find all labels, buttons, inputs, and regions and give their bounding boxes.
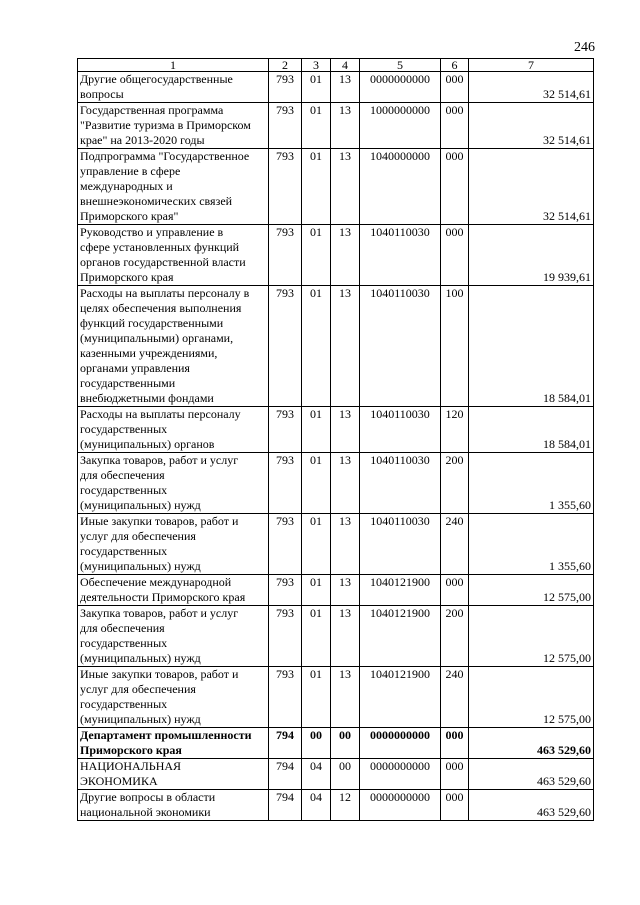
code-cell: 04 [302,790,331,821]
code-cell: 01 [302,149,331,225]
table-row [78,72,594,103]
code-cell: 793 [269,149,302,225]
code-cell: 01 [302,453,331,514]
code-cell: 794 [269,790,302,821]
code-cell: 000 [441,225,469,286]
row-name: Иные закупки товаров, работ и услуг для обеспечения государственных (муниципальных) нужд [78,667,269,728]
code-cell: 794 [269,759,302,790]
amount-cell: 18 584,01 [469,286,594,407]
code-cell: 000 [441,728,469,759]
code-cell: 0000000000 [360,790,441,821]
code-cell: 793 [269,225,302,286]
row-name: Департамент промышленности Приморского края [78,728,269,759]
column-header: 1 [78,59,269,72]
code-cell: 793 [269,103,302,149]
column-header: 5 [360,59,441,72]
code-cell: 1040110030 [360,225,441,286]
code-cell: 000 [441,759,469,790]
code-cell: 1040121900 [360,606,441,667]
code-cell: 240 [441,514,469,575]
code-cell: 240 [441,667,469,728]
code-cell: 793 [269,514,302,575]
code-cell: 04 [302,759,331,790]
code-cell: 000 [441,575,469,606]
code-cell: 793 [269,453,302,514]
code-cell: 01 [302,575,331,606]
code-cell: 200 [441,606,469,667]
code-cell: 13 [331,72,360,103]
amount-cell: 1 355,60 [469,514,594,575]
amount-cell: 19 939,61 [469,225,594,286]
column-header: 3 [302,59,331,72]
row-name: Подпрограмма "Государственное управление в сфере международных и внешнеэкономических связей Приморского края" [78,149,269,225]
amount-cell: 32 514,61 [469,103,594,149]
row-name: НАЦИОНАЛЬНАЯ ЭКОНОМИКА [78,759,269,790]
header-row [78,59,594,72]
table-row [78,667,594,728]
amount-cell: 463 529,60 [469,728,594,759]
code-cell: 1040000000 [360,149,441,225]
amount-cell: 12 575,00 [469,667,594,728]
row-name: Руководство и управление в сфере установленных функций органов государственной власти Приморского края [78,225,269,286]
code-cell: 13 [331,407,360,453]
amount-cell: 32 514,61 [469,149,594,225]
row-name: Государственная программа "Развитие туризма в Приморском крае" на 2013-2020 годы [78,103,269,149]
code-cell: 00 [331,728,360,759]
code-cell: 0000000000 [360,72,441,103]
code-cell: 793 [269,575,302,606]
code-cell: 12 [331,790,360,821]
amount-cell: 18 584,01 [469,407,594,453]
code-cell: 01 [302,103,331,149]
table-row [78,225,594,286]
code-cell: 120 [441,407,469,453]
table-row [78,407,594,453]
row-name: Закупка товаров, работ и услуг для обеспечения государственных (муниципальных) нужд [78,606,269,667]
row-name: Закупка товаров, работ и услуг для обеспечения государственных (муниципальных) нужд [78,453,269,514]
code-cell: 793 [269,407,302,453]
amount-cell: 463 529,60 [469,790,594,821]
table-row [78,286,594,407]
code-cell: 793 [269,72,302,103]
code-cell: 13 [331,514,360,575]
code-cell: 0000000000 [360,759,441,790]
code-cell: 01 [302,286,331,407]
code-cell: 100 [441,286,469,407]
code-cell: 1000000000 [360,103,441,149]
code-cell: 13 [331,453,360,514]
code-cell: 1040121900 [360,575,441,606]
code-cell: 793 [269,606,302,667]
code-cell: 01 [302,225,331,286]
column-header: 2 [269,59,302,72]
table-row [78,514,594,575]
code-cell: 0000000000 [360,728,441,759]
row-name: Другие общегосударственные вопросы [78,72,269,103]
table-row [78,790,594,821]
code-cell: 01 [302,606,331,667]
code-cell: 793 [269,667,302,728]
code-cell: 01 [302,407,331,453]
table-row [78,103,594,149]
row-name: Расходы на выплаты персоналу в целях обеспечения выполнения функций государственными (муниципальными) органами, казенными учреждениями, органами управления государственными внебюджетными фондами [78,286,269,407]
code-cell: 01 [302,72,331,103]
table-row [78,453,594,514]
code-cell: 13 [331,225,360,286]
code-cell: 1040110030 [360,514,441,575]
table-row [78,575,594,606]
amount-cell: 12 575,00 [469,575,594,606]
code-cell: 1040121900 [360,667,441,728]
amount-cell: 32 514,61 [469,72,594,103]
column-header: 6 [441,59,469,72]
column-header: 7 [469,59,594,72]
code-cell: 13 [331,575,360,606]
code-cell: 01 [302,667,331,728]
code-cell: 1040110030 [360,453,441,514]
code-cell: 13 [331,667,360,728]
code-cell: 793 [269,286,302,407]
code-cell: 1040110030 [360,407,441,453]
page-number: 246 [574,40,595,55]
code-cell: 1040110030 [360,286,441,407]
code-cell: 13 [331,606,360,667]
row-name: Иные закупки товаров, работ и услуг для обеспечения государственных (муниципальных) нужд [78,514,269,575]
code-cell: 13 [331,103,360,149]
table-row [78,606,594,667]
row-name: Обеспечение международной деятельности Приморского края [78,575,269,606]
code-cell: 000 [441,149,469,225]
table-row [78,759,594,790]
code-cell: 200 [441,453,469,514]
code-cell: 01 [302,514,331,575]
amount-cell: 12 575,00 [469,606,594,667]
code-cell: 00 [331,759,360,790]
code-cell: 000 [441,103,469,149]
code-cell: 000 [441,790,469,821]
code-cell: 13 [331,149,360,225]
code-cell: 00 [302,728,331,759]
table-row [78,728,594,759]
code-cell: 000 [441,72,469,103]
code-cell: 794 [269,728,302,759]
amount-cell: 1 355,60 [469,453,594,514]
row-name: Другие вопросы в области национальной экономики [78,790,269,821]
table-row [78,149,594,225]
column-header: 4 [331,59,360,72]
row-name: Расходы на выплаты персоналу государственных (муниципальных) органов [78,407,269,453]
amount-cell: 463 529,60 [469,759,594,790]
budget-table [77,58,594,821]
code-cell: 13 [331,286,360,407]
